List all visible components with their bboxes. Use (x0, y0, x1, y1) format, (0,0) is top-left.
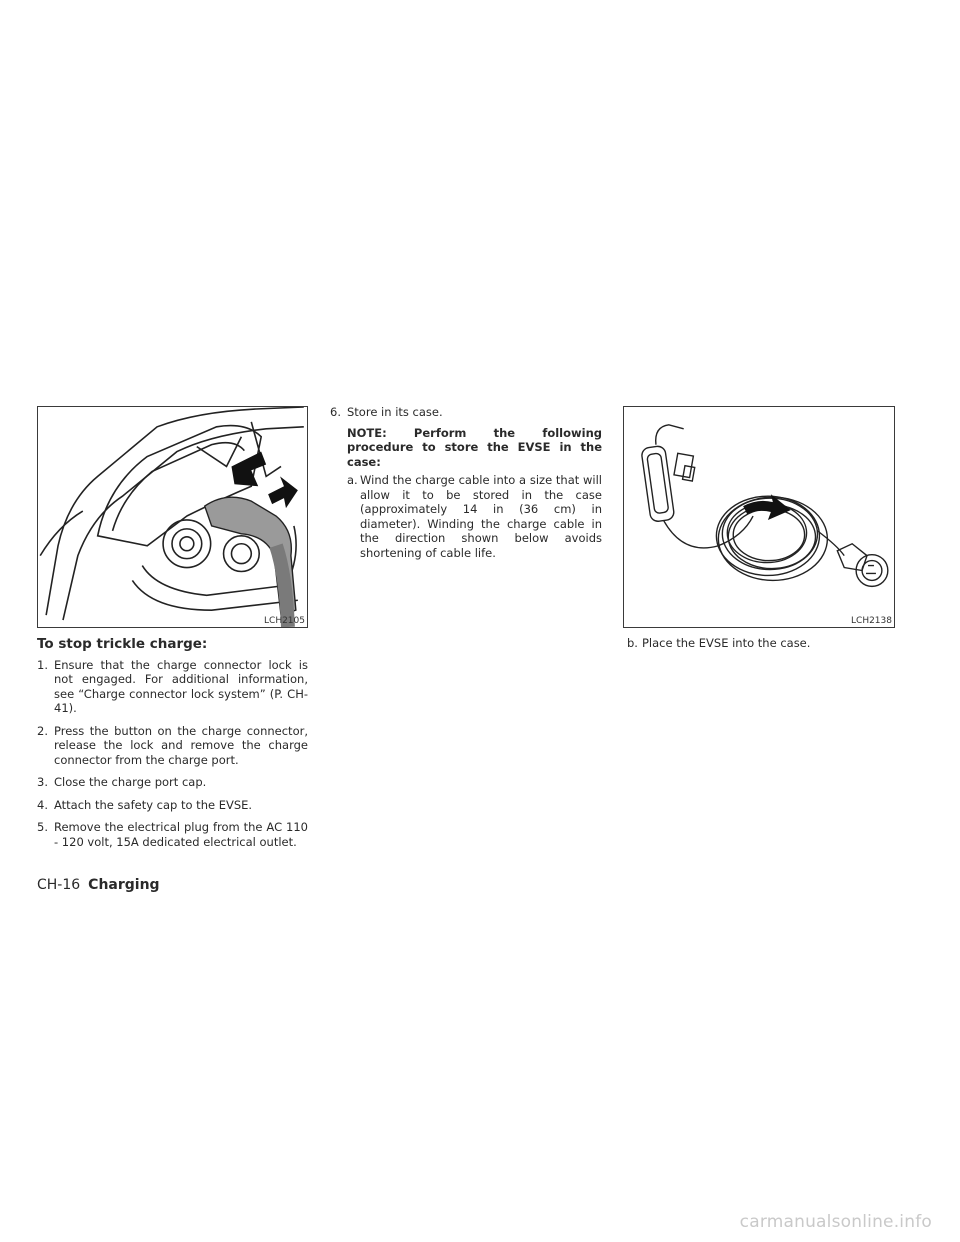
step-number: 3. (37, 775, 48, 789)
step-number: 5. (37, 820, 48, 834)
step-text: Press the button on the charge connector, release the lock and remove the charge connector from the charge port. (54, 723, 308, 767)
watermark: carmanualsonline.info (739, 1212, 932, 1232)
figure-evse-cable (623, 406, 895, 628)
step-number: 1. (37, 657, 48, 672)
step-3 (37, 775, 308, 790)
right-column (623, 636, 895, 651)
step-2 (37, 724, 308, 768)
substep-text: Wind the charge cable into a size that will allow it to be stored in the case (approximately 14 in (36 cm) in diameter). Winding the charge cable in the direction shown below avoids shortening of cable life. (360, 473, 602, 560)
section-name: Charging (88, 877, 160, 893)
page-footer (37, 877, 160, 893)
step-1 (37, 658, 308, 716)
step-5 (37, 820, 308, 849)
figure-code: LCH2105 (264, 616, 305, 626)
step-number: 6. (330, 405, 341, 419)
step-text: Remove the electrical plug from the AC 110 - 120 volt, 15A dedicated electrical outlet. (54, 820, 308, 849)
substep-b (623, 636, 895, 651)
substep-number: b. (627, 636, 638, 650)
left-column (37, 637, 308, 857)
step-text: Close the charge port cap. (54, 775, 207, 789)
step-text: Store in its case. (347, 405, 443, 419)
charge-port-with-connector-illustration (38, 407, 307, 627)
step-number: 2. (37, 723, 48, 738)
page-number: CH-16 (37, 877, 81, 893)
figure-code: LCH2138 (851, 616, 892, 626)
note: NOTE: Perform the following procedure to store the EVSE in the case: (347, 425, 602, 469)
substep-a (330, 473, 602, 560)
step-6 (330, 405, 602, 420)
step-4 (37, 798, 308, 813)
step-text: Ensure that the charge connector lock is not engaged. For additional information, see “Charge connector lock system” (P. CH-41). (54, 657, 308, 715)
section-heading: To stop trickle charge: (37, 636, 208, 652)
middle-column (330, 405, 602, 560)
step-number: 4. (37, 797, 48, 812)
substep-number: a. (347, 473, 358, 487)
substep-text: Place the EVSE into the case. (642, 636, 811, 650)
coiled-evse-cable-illustration (624, 407, 894, 627)
figure-charge-port (37, 406, 308, 628)
step-text: Attach the safety cap to the EVSE. (54, 797, 253, 812)
